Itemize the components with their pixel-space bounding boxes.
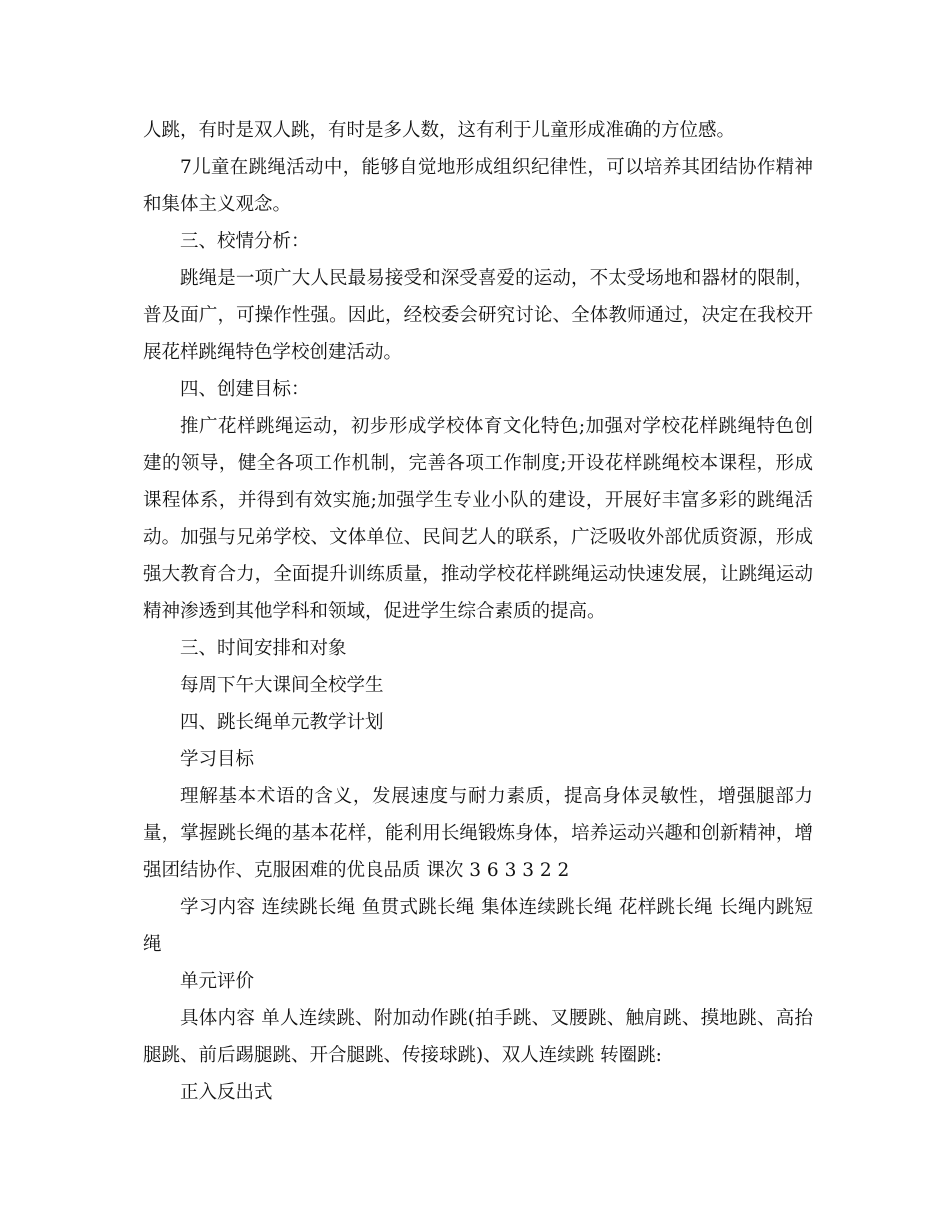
paragraph: 推广花样跳绳运动，初步形成学校体育文化特色;加强对学校花样跳绳特色创建的领导，健全各项工作机制，完善各项工作制度;开设花样跳绳校本课程，形成课程体系，并得到有效实施;加强学生专业小队的建设，开展好丰富多彩的跳绳活动。加强与兄弟学校、文体单位、民间艺人的联系，广泛吸收外部优质资源，形成强大教育合力，全面提升训练质量，推动学校花样跳绳运动快速发展，让跳绳运动精神渗透到其他学科和领域，促进学生综合素质的提高。 bbox=[143, 416, 813, 622]
paragraph: 三、校情分析： bbox=[180, 231, 310, 252]
paragraph: 单元评价 bbox=[180, 971, 255, 992]
paragraph: 7儿童在跳绳活动中，能够自觉地形成组织纪律性，可以培养其团结协作精神和集体主义观念。 bbox=[143, 157, 813, 215]
paragraph: 每周下午大课间全校学生 bbox=[180, 675, 384, 696]
document-body bbox=[143, 112, 813, 1111]
paragraph: 四、创建目标： bbox=[180, 379, 310, 400]
paragraph: 跳绳是一项广大人民最易接受和深受喜爱的运动，不太受场地和器材的限制，普及面广，可操作性强。因此，经校委会研究讨论、全体教师通过，决定在我校开展花样跳绳特色学校创建活动。 bbox=[143, 268, 813, 363]
paragraph: 三、时间安排和对象 bbox=[180, 638, 347, 659]
paragraph: 四、跳长绳单元教学计划 bbox=[180, 712, 384, 733]
paragraph: 理解基本术语的含义，发展速度与耐力素质，提高身体灵敏性，增强腿部力量，掌握跳长绳的基本花样，能利用长绳锻炼身体，培养运动兴趣和创新精神，增强团结协作、克服困难的优良品质 课次 3 6 3 3 2 2 bbox=[143, 786, 813, 881]
paragraph: 具体内容 单人连续跳、附加动作跳(拍手跳、叉腰跳、触肩跳、摸地跳、高抬腿跳、前后踢腿跳、开合腿跳、传接球跳)、双人连续跳 转圈跳: bbox=[143, 1008, 813, 1066]
paragraph: 正入反出式 bbox=[180, 1082, 273, 1103]
paragraph: 学习目标 bbox=[180, 749, 255, 770]
paragraph: 人跳，有时是双人跳，有时是多人数，这有利于儿童形成准确的方位感。 bbox=[143, 120, 736, 141]
paragraph: 学习内容 连续跳长绳 鱼贯式跳长绳 集体连续跳长绳 花样跳长绳 长绳内跳短绳 bbox=[143, 897, 813, 955]
